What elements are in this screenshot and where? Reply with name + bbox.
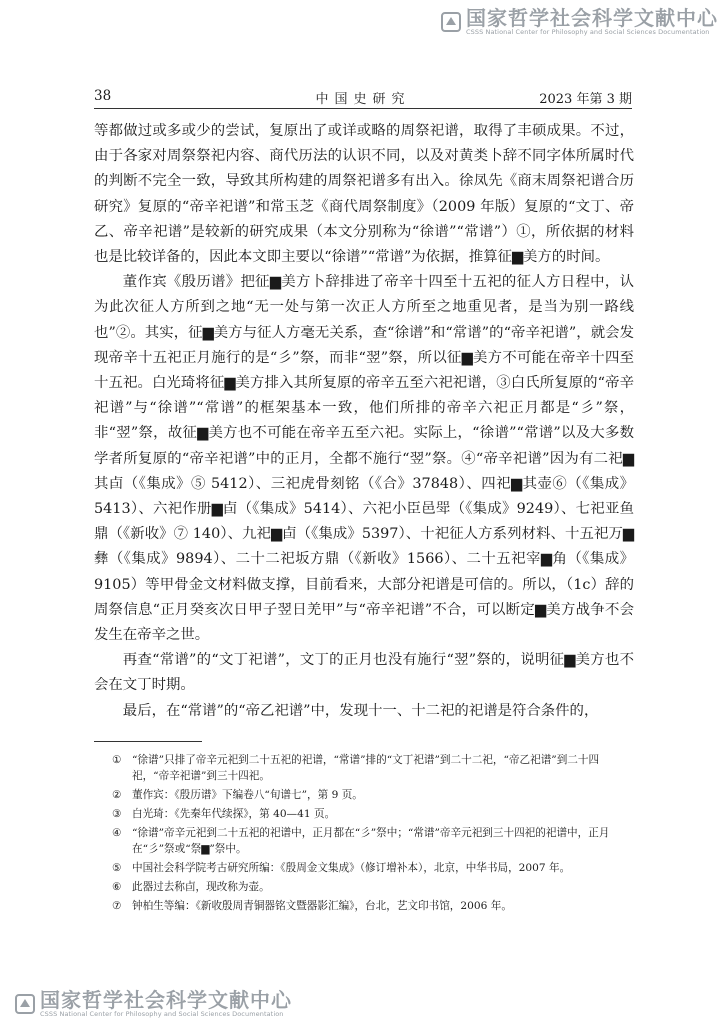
footnote (112, 806, 632, 822)
footnote-marker: ② (112, 789, 122, 801)
footnote (112, 879, 632, 895)
issue-label: 2023 年第 3 期 (539, 92, 632, 107)
watermark-cn: 国家哲学社会科学文献中心 (40, 988, 292, 1012)
watermark-en: CSSS National Center for Philosophy and Social Sciences Documentation (40, 1010, 284, 1018)
paragraph: 再查“常谱”的“文丁祀谱”，文丁的正月也没有施行“翌”祭的，说明征▆美方也不会在文丁时期。 (94, 652, 634, 694)
watermark-cn: 国家哲学社会科学文献中心 (466, 6, 718, 30)
watermark-logo-bottom (14, 990, 292, 1018)
footnote-text: “徐谱”帝辛元祀到二十五祀的祀谱中，正月都在“彡”祭中；“常谱”帝辛元祀到三十四祀的祀谱中，正月在“彡”祭或“祭▆”祭中。 (132, 827, 610, 855)
footnote-text: 董作宾：《殷历谱》下编卷八“旬谱七”，第 9 页。 (132, 789, 363, 801)
footnote (112, 898, 632, 914)
footnote (112, 825, 632, 857)
footnote-marker: ① (112, 754, 122, 766)
paragraph: 最后，在“常谱”的“帝乙祀谱”中，发现十一、十二祀的祀谱是符合条件的， (122, 702, 599, 719)
paragraph: 等都做过或多或少的尝试，复原出了或详或略的周祭祀谱，取得了丰硕成果。不过，由于各家对周祭祭祀内容、商代历法的认识不同，以及对黄类卜辞不同字体所属时代的判断不完全一致，导致其所构建的周祭祀谱多有出入。徐凤先《商末周祭祀谱合历研究》复原的“帝辛祀谱”和常玉芝《商代周祭制度》（2009 年版）复原的“文丁、帝乙、帝辛祀谱”是较新的研究成果（本文分别称为“徐谱”“常谱”）①，所依据的材料也是比较详备的，因此本文即主要以“徐谱”“常谱”为依据，推算征▆美方的时间。 (94, 123, 634, 266)
journal-title: 中国史研究 (315, 92, 411, 107)
footnote-divider (94, 741, 202, 742)
footnote (112, 787, 632, 803)
body-text (94, 119, 634, 724)
footnote-text: 白光琦：《先秦年代续探》，第 40—41 页。 (132, 808, 336, 820)
paragraph: 董作宾《殷历谱》把征▆美方卜辞排进了帝辛十四至十五祀的征人方日程中，认为此次征人方所到之地“无一处与第一次正人方所至之地重见者，是当为别一路线也”②。其实，征▆美方与征人方毫无关系，查“徐谱”和“常谱”的“帝辛祀谱”，就会发现帝辛十五祀正月施行的是“彡”祭，而非“翌”祭，所以征▆美方不可能在帝辛十四至十五祀。白光琦将征▆美方排入其所复原的帝辛五至六祀祀谱，③白氏所复原的“帝辛祀谱”与“徐谱”“常谱”的框架基本一致，他们所排的帝辛六祀正月都是“彡”祭，非“翌”祭，故征▆美方也不可能在帝辛五至六祀。实际上，“徐谱”“常谱”以及大多数学者所复原的“帝辛祀谱”中的正月，全都不施行“翌”祭。④“帝辛祀谱”因为有二祀▆其卣（《集成》⑤ 5412）、三祀虎骨刻铭（《合》37848）、四祀▆其壶⑥（《集成》5413）、六祀作册▆卣（《集成》5414）、六祀小臣邑斝（《集成》9249）、七祀亚鱼鼎（《新收》⑦ 140）、九祀▆卣（《集成》5397）、十祀征人方系列材料、十五祀万▆彝（《集成》9894）、二十二祀坂方鼎（《新收》1566）、二十五祀宰▆角（《集成》9105）等甲骨金文材料做支撑，目前看来，大部分祀谱是可信的。所以，（1c）辞的周祭信息“正月癸亥次日甲子翌日羌甲”与“帝辛祀谱”不合，可以断定▆美方战争不会发生在帝辛之世。 (94, 274, 634, 644)
watermark-logo-top (440, 8, 718, 36)
running-header (94, 88, 632, 109)
logo-mark-icon (440, 11, 462, 33)
logo-mark-icon (14, 993, 36, 1015)
footnote-marker: ⑤ (112, 862, 122, 874)
footnote-marker: ③ (112, 808, 122, 820)
footnotes (112, 752, 632, 917)
footnote-text: “徐谱”只排了帝辛元祀到二十五祀的祀谱，“常谱”排的“文丁祀谱”到二十二祀，“帝乙祀谱”到二十四祀，“帝辛祀谱”到三十四祀。 (132, 754, 600, 782)
footnote (112, 752, 632, 784)
footnote-marker: ④ (112, 827, 122, 839)
footnote-text: 钟柏生等编：《新收殷周青铜器铭文暨器影汇编》，台北，艺文印书馆，2006 年。 (132, 900, 512, 912)
footnote-text: 中国社会科学院考古研究所编：《殷周金文集成》（修订增补本），北京，中华书局，2007 年。 (132, 862, 571, 874)
footnote-marker: ⑥ (112, 881, 122, 893)
watermark-en: CSSS National Center for Philosophy and Social Sciences Documentation (466, 28, 710, 36)
footnote (112, 860, 632, 876)
footnote-text: 此器过去称卣，现改称为壶。 (132, 881, 270, 893)
footnote-marker: ⑦ (112, 900, 122, 912)
page-number: 38 (94, 88, 112, 104)
